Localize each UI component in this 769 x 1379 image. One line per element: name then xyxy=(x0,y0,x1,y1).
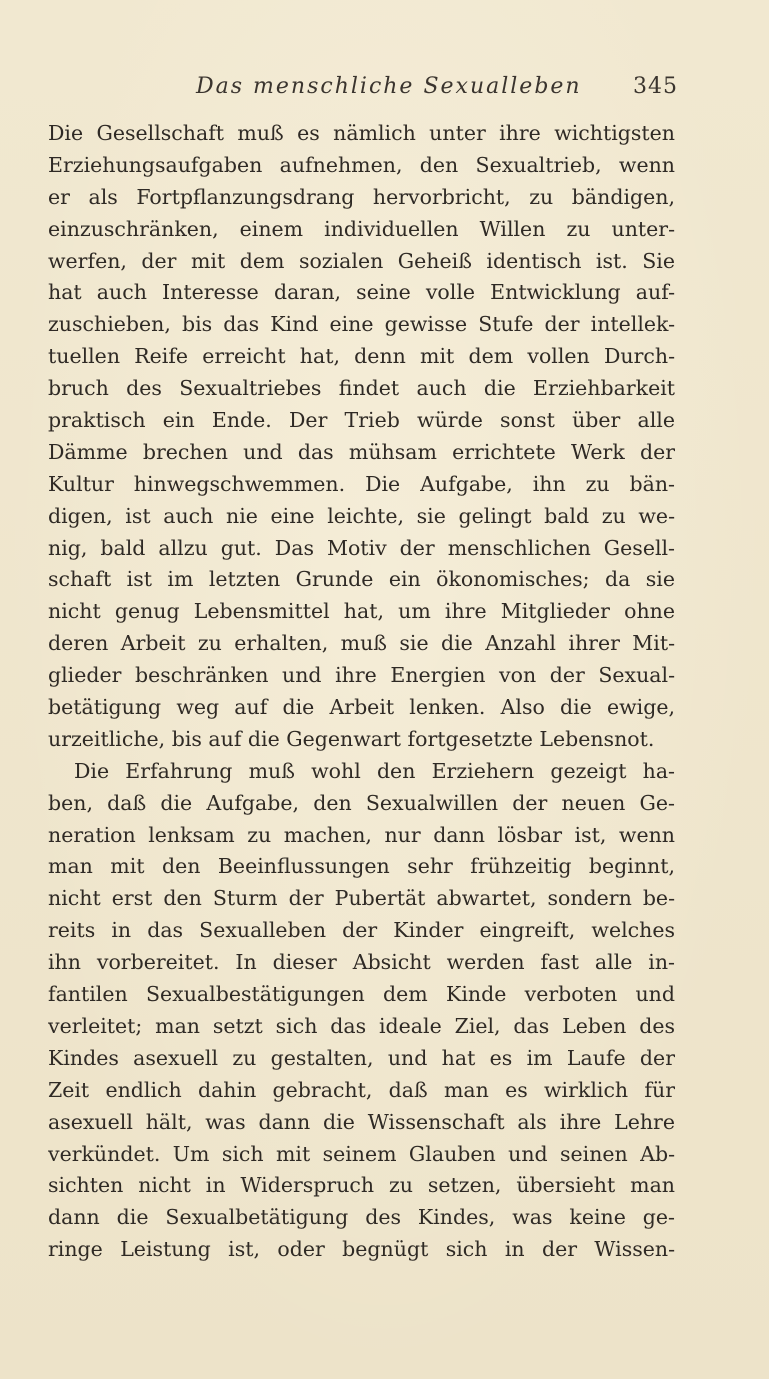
text-line: Dämme brechen und das mühsam errichtete Werk der xyxy=(48,439,675,464)
text-line: tuellen Reife erreicht hat, denn mit dem vollen Durch- xyxy=(48,344,675,369)
text-line: nicht erst den Sturm der Pubertät abwartet, sondern be- xyxy=(48,886,675,911)
text-line: hat auch Interesse daran, seine volle Entwicklung auf- xyxy=(48,280,675,305)
text-line: werfen, der mit dem sozialen Geheiß identisch ist. Sie xyxy=(48,248,675,273)
text-line: dann die Sexualbetätigung des Kindes, was keine ge- xyxy=(48,1205,675,1230)
text-line: schaft ist im letzten Grunde ein ökonomisches; da sie xyxy=(48,567,675,592)
paragraph-first-line: Die Erfahrung muß wohl den Erziehern gezeigt ha- xyxy=(74,758,675,783)
text-line: betätigung weg auf die Arbeit lenken. Also die ewige, xyxy=(48,695,675,720)
text-line: zuschieben, bis das Kind eine gewisse Stufe der intellek- xyxy=(48,312,675,337)
text-line: verkündet. Um sich mit seinem Glauben und seinen Ab- xyxy=(48,1141,675,1166)
text-line: sichten nicht in Widerspruch zu setzen, übersieht man xyxy=(48,1173,675,1198)
text-line: ihn vorbereitet. In dieser Absicht werden fast alle in- xyxy=(48,950,675,975)
text-line: bruch des Sexualtriebes findet auch die Erziehbarkeit xyxy=(48,376,675,401)
text-line: Kindes asexuell zu gestalten, und hat es im Laufe der xyxy=(48,1045,675,1070)
text-line: ringe Leistung ist, oder begnügt sich in der Wissen- xyxy=(48,1237,675,1262)
body-text xyxy=(48,118,675,1266)
running-title: Das menschliche Sexualleben xyxy=(196,74,582,99)
text-line: digen, ist auch nie eine leichte, sie gelingt bald zu we- xyxy=(48,503,675,528)
page-number: 345 xyxy=(633,74,678,99)
paragraph-last-line: urzeitliche, bis auf die Gegenwart fortgesetzte Lebensnot. xyxy=(48,726,655,751)
text-line: fantilen Sexualbestätigungen dem Kinde verboten und xyxy=(48,982,675,1007)
text-line: nicht genug Lebensmittel hat, um ihre Mitglieder ohne xyxy=(48,599,675,624)
text-line: Kultur hinwegschwemmen. Die Aufgabe, ihn zu bän- xyxy=(48,471,675,496)
text-line: nig, bald allzu gut. Das Motiv der menschlichen Gesell- xyxy=(48,535,675,560)
text-line: verleitet; man setzt sich das ideale Ziel, das Leben des xyxy=(48,1013,675,1038)
text-line: glieder beschränken und ihre Energien von der Sexual- xyxy=(48,663,675,688)
text-line: asexuell hält, was dann die Wissenschaft als ihre Lehre xyxy=(48,1109,675,1134)
text-line: einzuschränken, einem individuellen Willen zu unter- xyxy=(48,216,675,241)
text-line: Erziehungsaufgaben aufnehmen, den Sexualtrieb, wenn xyxy=(48,152,675,177)
text-line: praktisch ein Ende. Der Trieb würde sonst über alle xyxy=(48,408,675,433)
text-line: Zeit endlich dahin gebracht, daß man es wirklich für xyxy=(48,1077,675,1102)
text-line: er als Fortpflanzungsdrang hervorbricht, zu bändigen, xyxy=(48,184,675,209)
text-line: reits in das Sexualleben der Kinder eingreift, welches xyxy=(48,918,675,943)
running-head xyxy=(48,74,678,108)
text-line: man mit den Beeinflussungen sehr frühzeitig beginnt, xyxy=(48,854,675,879)
text-line: ben, daß die Aufgabe, den Sexualwillen der neuen Ge- xyxy=(48,790,675,815)
text-line: Die Gesellschaft muß es nämlich unter ihre wichtigsten xyxy=(48,121,675,145)
text-line: deren Arbeit zu erhalten, muß sie die Anzahl ihrer Mit- xyxy=(48,631,675,656)
text-line: neration lenksam zu machen, nur dann lösbar ist, wenn xyxy=(48,822,675,847)
